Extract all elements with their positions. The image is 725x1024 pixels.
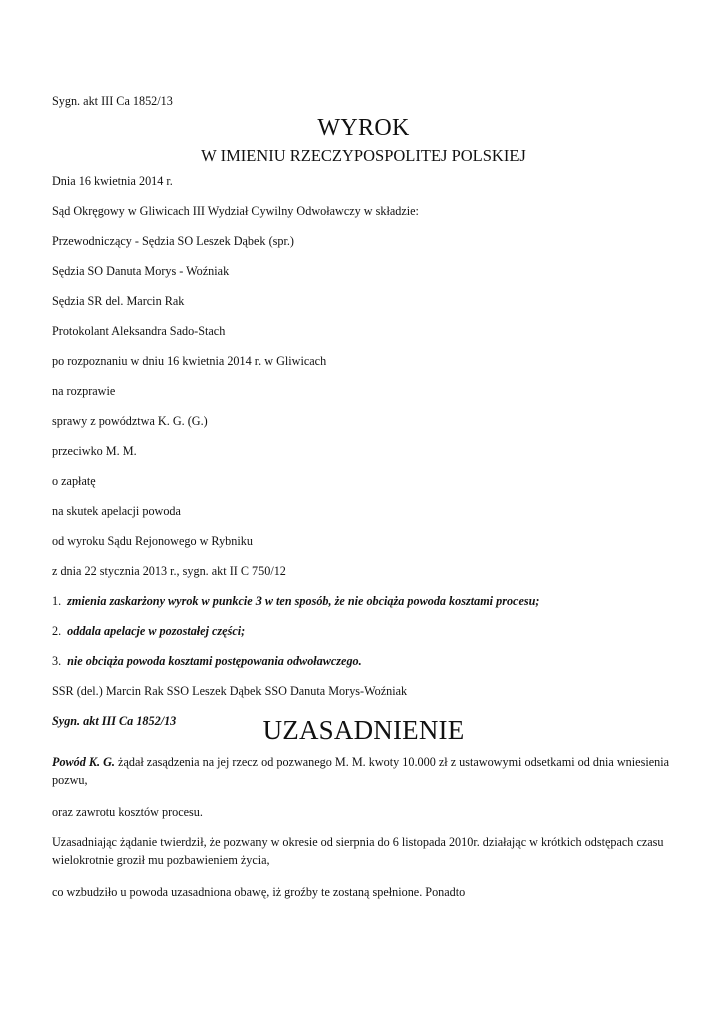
verdict-item-text: oddala apelacje w pozostałej części; (67, 624, 246, 638)
justification-paragraph: oraz zawrotu kosztów procesu. (52, 805, 203, 819)
paragraph-text: żądał zasądzenia na jej rzecz od pozwanego M. M. kwoty 10.000 zł z ustawowymi odsetkami od dnia wniesienia pozwu, (52, 755, 670, 787)
claim-subject: o zapłatę (52, 474, 96, 488)
verdict-title: WYROK (317, 115, 410, 141)
justification-title: UZASADNIENIE (262, 715, 465, 745)
justification-paragraph (52, 753, 677, 789)
verdict-subtitle: W IMIENIU RZECZYPOSPOLITEJ POLSKIEJ (201, 146, 526, 165)
signatures: SSR (del.) Marcin Rak SSO Leszek Dąbek SSO Danuta Morys-Woźniak (52, 684, 408, 698)
verdict-item (52, 653, 362, 669)
justification-paragraph: co wzbudziło u powoda uzasadniona obawę, iż groźby te zostaną spełnione. Ponadto (52, 885, 466, 899)
hearing-type: na rozprawie (52, 384, 116, 398)
plaintiff: sprawy z powództwa K. G. (G.) (52, 414, 208, 428)
verdict-item (52, 593, 539, 609)
verdict-item (52, 623, 245, 639)
verdict-item-text: zmienia zaskarżony wyrok w punkcie 3 w ten sposób, że nie obciąża powoda kosztami procesu; (67, 594, 540, 608)
judge-2: Sędzia SO Danuta Morys - Woźniak (52, 264, 230, 278)
lower-court-judgment: z dnia 22 stycznia 2013 r., sygn. akt II C 750/12 (52, 564, 286, 578)
verdict-item-number: 3. (52, 654, 62, 668)
justification-paragraph: Uzasadniając żądanie twierdził, że pozwany w okresie od sierpnia do 6 listopada 2010r. działając w krótkich odstępach czasu wielokrotnie groził mu pozbawieniem życia, (52, 835, 664, 867)
appeal-info: na skutek apelacji powoda (52, 504, 181, 518)
court-composition: Sąd Okręgowy w Gliwicach III Wydział Cywilny Odwoławczy w składzie: (52, 204, 419, 218)
judge-3: Sędzia SR del. Marcin Rak (52, 294, 185, 308)
hearing-info: po rozpoznaniu w dniu 16 kwietnia 2014 r. w Gliwicach (52, 354, 327, 368)
plaintiff-name: Powód K. G. (52, 755, 115, 769)
defendant: przeciwko M. M. (52, 444, 137, 458)
lower-court: od wyroku Sądu Rejonowego w Rybniku (52, 534, 253, 548)
presiding-judge: Przewodniczący - Sędzia SO Leszek Dąbek (spr.) (52, 234, 294, 248)
court-reporter: Protokolant Aleksandra Sado-Stach (52, 324, 226, 338)
verdict-item-number: 2. (52, 624, 62, 638)
justification-signature: Sygn. akt III Ca 1852/13 (52, 714, 177, 728)
verdict-item-text: nie obciąża powoda kosztami postępowania odwoławczego. (67, 654, 362, 668)
case-signature: Sygn. akt III Ca 1852/13 (52, 94, 173, 108)
verdict-date: Dnia 16 kwietnia 2014 r. (52, 174, 173, 188)
verdict-item-number: 1. (52, 594, 62, 608)
